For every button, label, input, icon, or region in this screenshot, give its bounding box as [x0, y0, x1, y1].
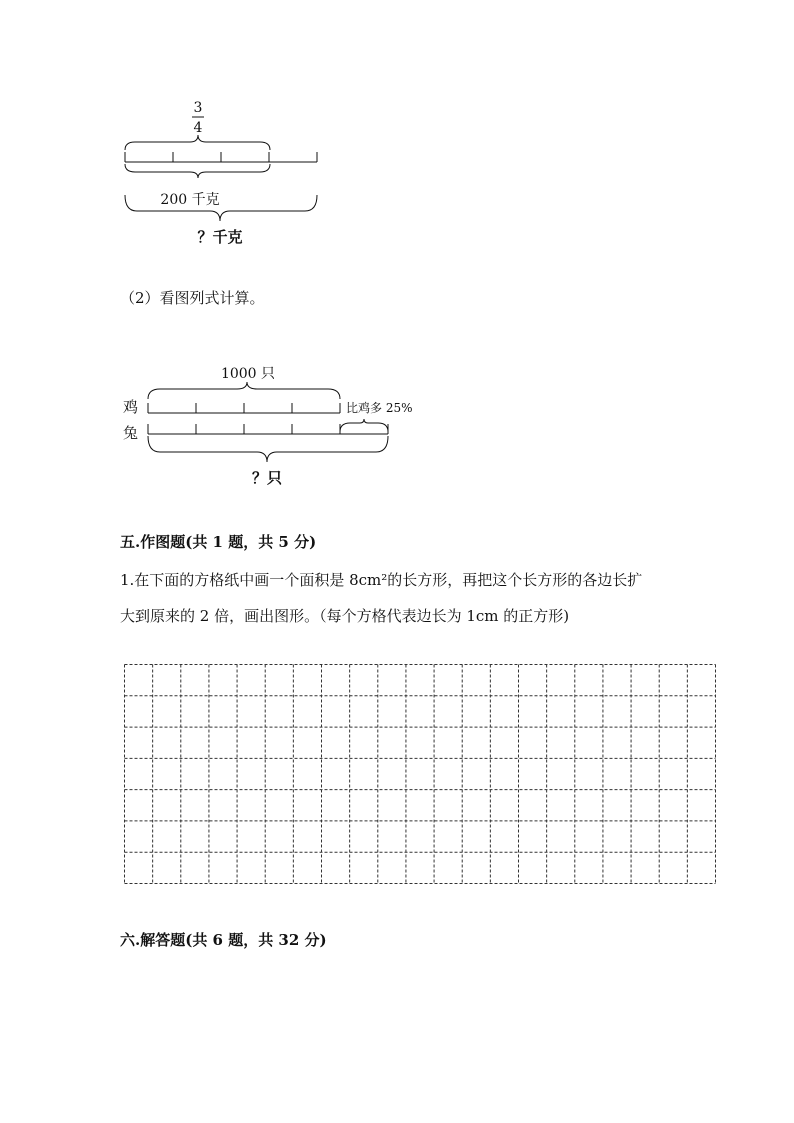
- section-6-heading: 六.解答题(共 6 题，共 32 分): [120, 931, 327, 949]
- top-brace: [148, 382, 340, 399]
- top-count-label: 1000 只: [220, 366, 276, 382]
- fraction-denominator: 4: [193, 120, 203, 136]
- fraction-numerator: 3: [193, 100, 203, 116]
- total-brace: [125, 195, 317, 221]
- section-5-question-line-1: 1.在下面的方格纸中画一个面积是 8cm²的长方形，再把这个长方形的各边长扩: [120, 571, 643, 589]
- section-5-heading: 五.作图题(共 1 题，共 5 分): [120, 533, 317, 551]
- total-count-label: ？只: [251, 469, 283, 487]
- lower-brace-3-parts: [125, 164, 270, 178]
- question-2-title: （2）看图列式计算。: [120, 289, 265, 307]
- extra-percent-label: 比鸡多 25%: [346, 401, 413, 415]
- chicken-label: 鸡: [123, 398, 139, 416]
- weight-label: 200 千克: [160, 192, 220, 208]
- square-grid-paper[interactable]: [124, 664, 716, 888]
- chicken-rabbit-diagram: [115, 358, 435, 493]
- total-weight-label: ？千克: [197, 228, 243, 246]
- rabbit-label: 兔: [123, 424, 139, 442]
- section-5-question-line-2: 大到原来的 2 倍，画出图形。（每个方格代表边长为 1cm 的正方形): [120, 607, 570, 625]
- top-brace: [125, 135, 270, 150]
- total-brace: [148, 436, 388, 462]
- fraction-bar-diagram: [110, 90, 340, 260]
- extra-brace: [340, 419, 388, 432]
